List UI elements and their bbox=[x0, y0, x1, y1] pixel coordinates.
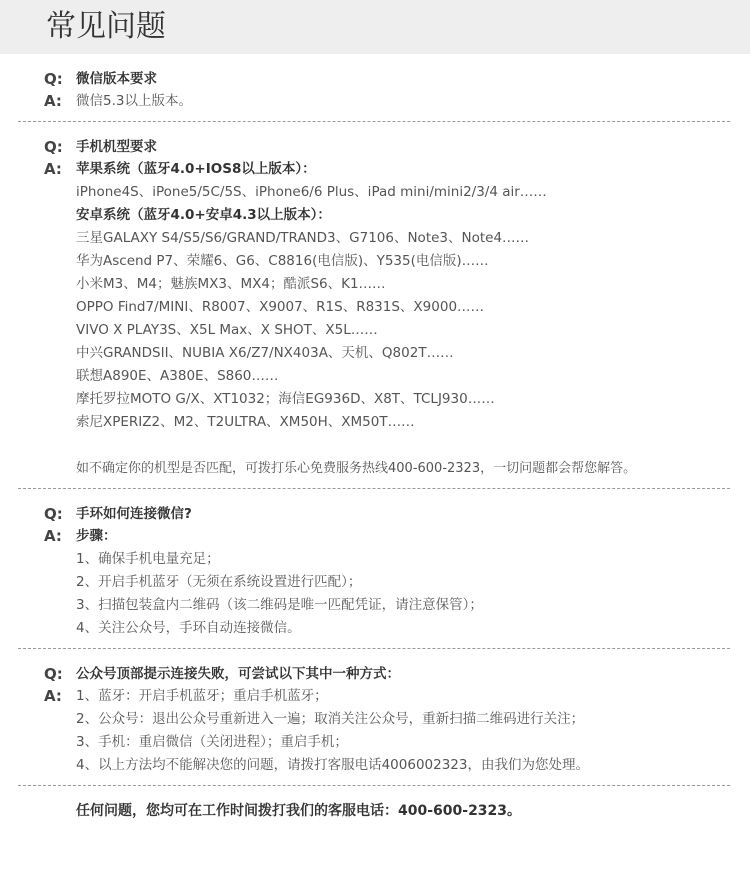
question-text: 手环如何连接微信? bbox=[76, 506, 192, 522]
faq-item-wechat-version bbox=[0, 68, 750, 113]
question-text: 微信版本要求 bbox=[76, 71, 157, 87]
page-header bbox=[0, 0, 750, 54]
divider bbox=[18, 121, 730, 122]
answer-text bbox=[76, 525, 483, 640]
faq-list bbox=[0, 54, 750, 822]
answer-line: VIVO X PLAY3S、X5L Max、X SHOT、X5L…… bbox=[76, 322, 378, 338]
step-item: 1、确保手机电量充足； bbox=[76, 551, 220, 567]
answer-prefix: A: bbox=[44, 687, 62, 705]
method-item: 4、以上方法均不能解决您的问题，请拨打客服电话4006002323，由我们为您处理。 bbox=[76, 757, 589, 773]
answer-line: 微信5.3以上版本。 bbox=[76, 93, 192, 109]
answer-text bbox=[76, 90, 192, 113]
android-requirement-heading: 安卓系统（蓝牙4.0+安卓4.3以上版本）： bbox=[76, 207, 331, 223]
answer-text bbox=[76, 685, 589, 777]
support-hotline-note: 如不确定你的机型是否匹配，可拨打乐心免费服务热线400-600-2323，一切问题都会帮您解答。 bbox=[76, 461, 637, 476]
answer-line: 联想A890E、A380E、S860…… bbox=[76, 368, 279, 384]
question-prefix: Q: bbox=[44, 505, 63, 523]
step-item: 4、关注公众号，手环自动连接微信。 bbox=[76, 620, 301, 636]
page-title: 常见问题 bbox=[46, 9, 166, 44]
question-prefix: Q: bbox=[44, 665, 63, 683]
steps-heading: 步骤： bbox=[76, 528, 117, 544]
answer-line: 小米M3、M4；魅族MX3、MX4；酷派S6、K1…… bbox=[76, 276, 386, 292]
answer-line: 摩托罗拉MOTO G/X、XT1032；海信EG936D、X8T、TCLJ930…… bbox=[76, 391, 495, 407]
answer-line: 华为Ascend P7、荣耀6、G6、C8816(电信版)、Y535(电信版)…… bbox=[76, 253, 489, 269]
question-text: 手机机型要求 bbox=[76, 139, 157, 155]
method-item: 3、手机：重启微信（关闭进程）；重启手机； bbox=[76, 734, 348, 750]
answer-line: iPhone4S、iPone5/5C/5S、iPhone6/6 Plus、iPad mini/mini2/3/4 air…… bbox=[76, 184, 547, 200]
faq-item-connection-failed bbox=[0, 663, 750, 777]
question-prefix: Q: bbox=[44, 138, 63, 156]
answer-line: 三星GALAXY S4/S5/S6/GRAND/TRAND3、G7106、Note3、Note4…… bbox=[76, 230, 530, 246]
answer-line: 索尼XPERIZ2、M2、T2ULTRA、XM50H、XM50T…… bbox=[76, 414, 415, 430]
answer-prefix: A: bbox=[44, 160, 62, 178]
blank-line bbox=[76, 434, 636, 457]
answer-prefix: A: bbox=[44, 527, 62, 545]
divider bbox=[18, 488, 730, 489]
faq-item-phone-models bbox=[0, 136, 750, 480]
step-item: 3、扫描包装盒内二维码（该二维码是唯一匹配凭证，请注意保管）； bbox=[76, 597, 483, 613]
answer-line: 中兴GRANDSII、NUBIA X6/Z7/NX403A、天机、Q802T…… bbox=[76, 345, 454, 361]
footer-contact-note: 任何问题，您均可在工作时间拨打我们的客服电话：400-600-2323。 bbox=[76, 803, 522, 819]
method-item: 1、蓝牙：开启手机蓝牙；重启手机蓝牙； bbox=[76, 688, 328, 704]
faq-item-connect-wechat bbox=[0, 503, 750, 640]
step-item: 2、开启手机蓝牙（无须在系统设置进行匹配）； bbox=[76, 574, 362, 590]
answer-prefix: A: bbox=[44, 92, 62, 110]
answer-text bbox=[76, 158, 636, 480]
method-item: 2、公众号：退出公众号重新进入一遍；取消关注公众号，重新扫描二维码进行关注； bbox=[76, 711, 585, 727]
divider bbox=[18, 648, 730, 649]
answer-line: OPPO Find7/MINI、R8007、X9007、R1S、R831S、X9000…… bbox=[76, 299, 485, 315]
question-text: 公众号顶部提示连接失败，可尝试以下其中一种方式： bbox=[76, 666, 400, 682]
divider bbox=[18, 785, 730, 786]
question-prefix: Q: bbox=[44, 70, 63, 88]
ios-requirement-heading: 苹果系统（蓝牙4.0+IOS8以上版本）： bbox=[76, 161, 316, 177]
